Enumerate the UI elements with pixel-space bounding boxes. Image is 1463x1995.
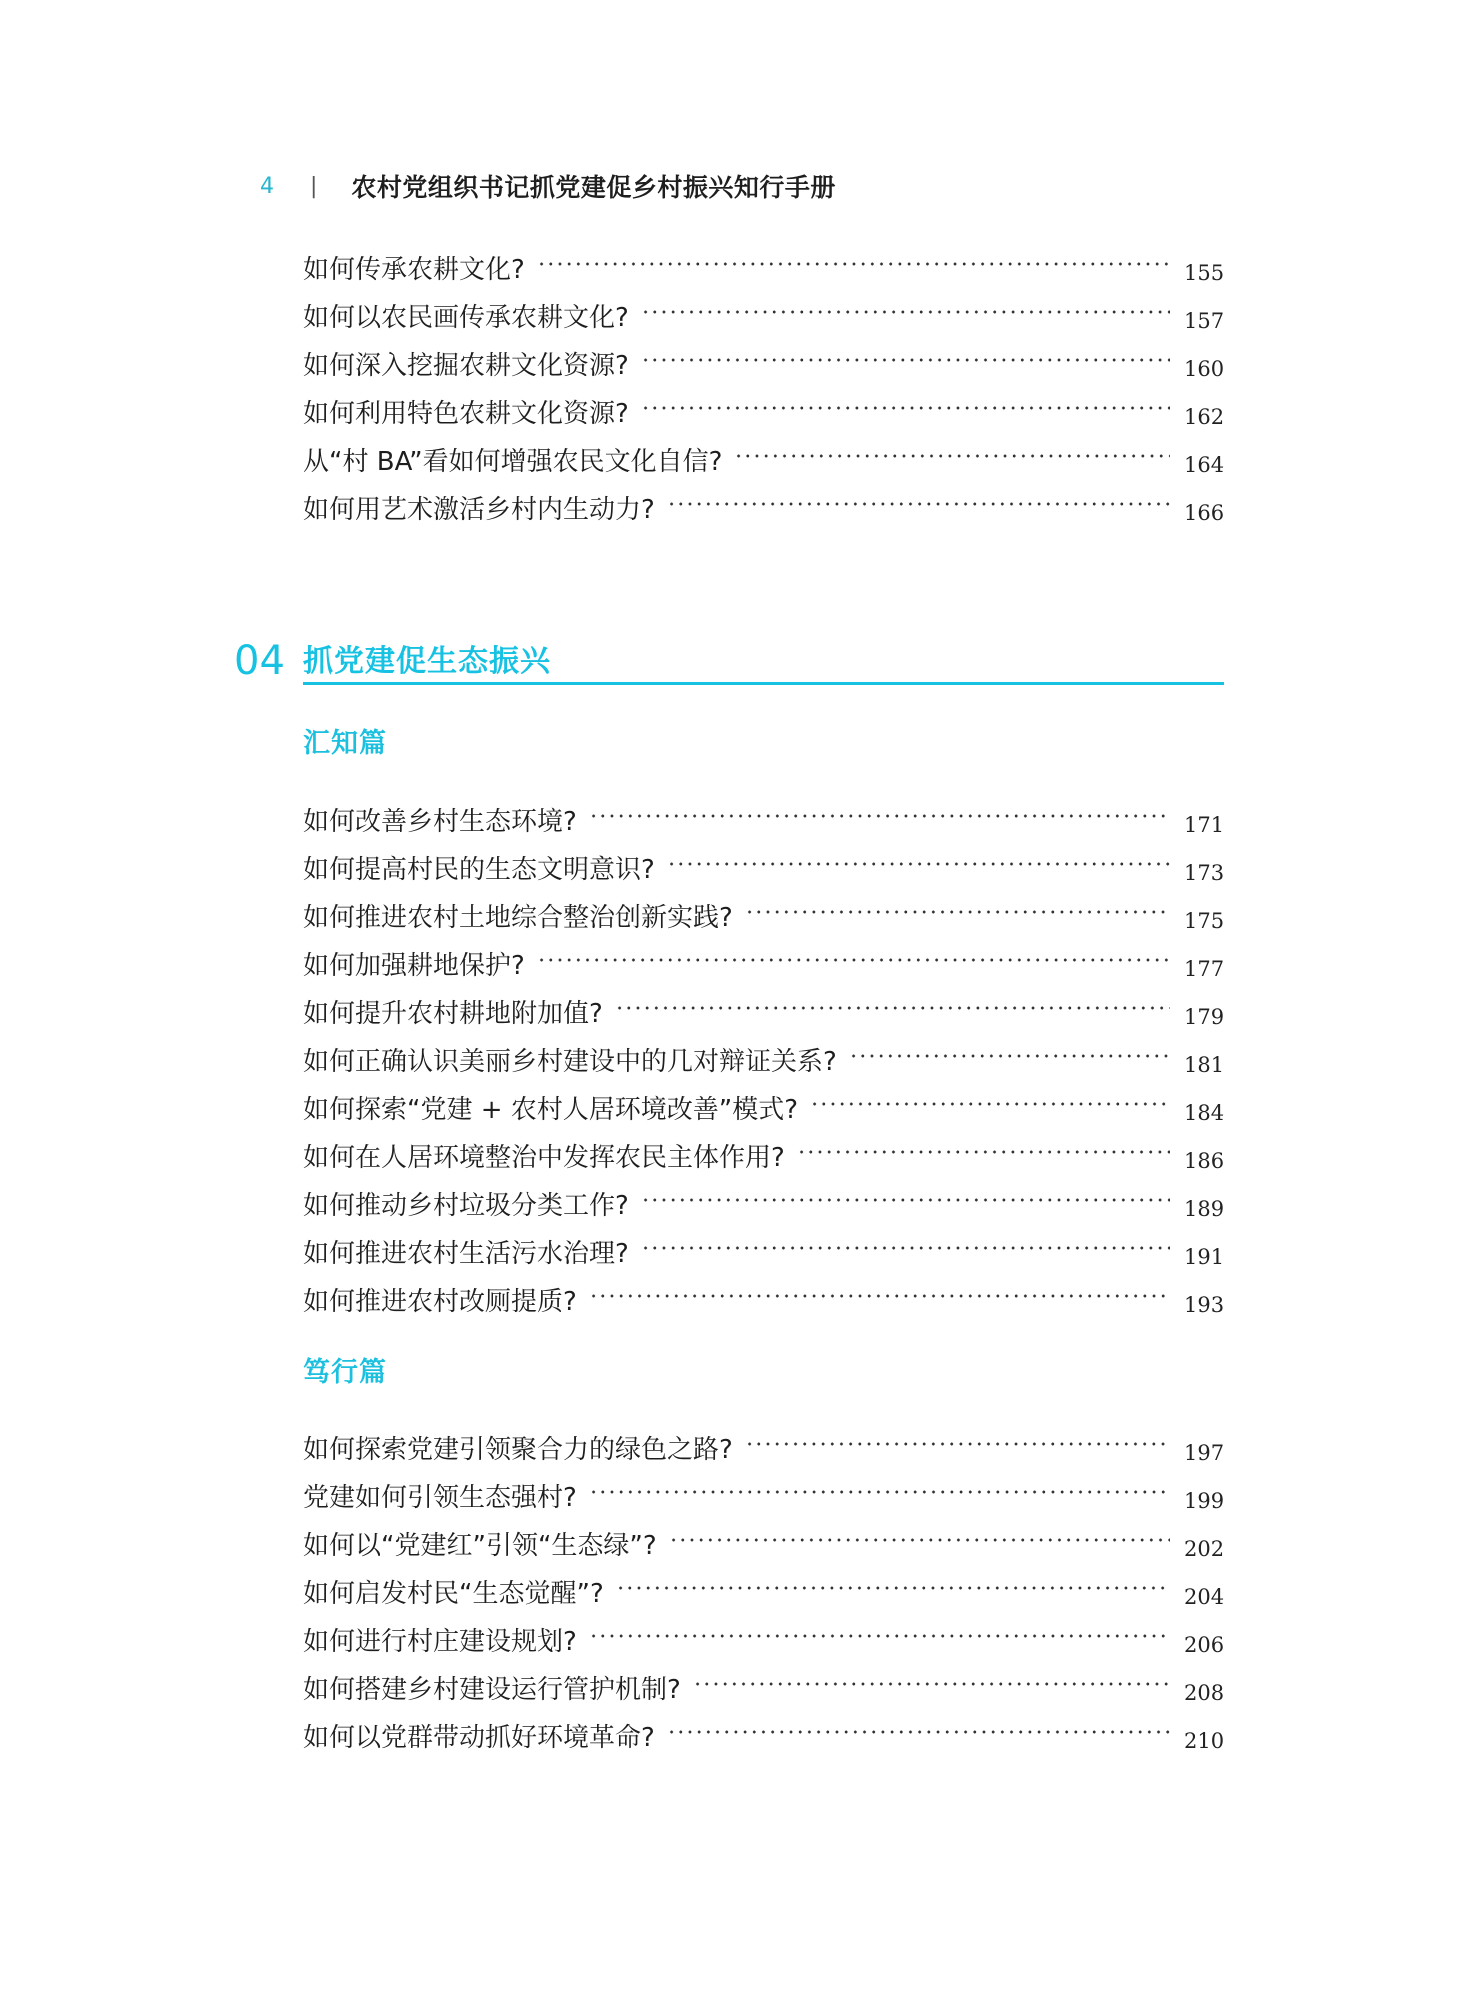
dot-leader <box>589 802 1170 830</box>
dot-leader <box>537 946 1170 974</box>
header-separator: | <box>310 173 318 199</box>
toc-entry[interactable] <box>303 288 1224 336</box>
chapter-heading <box>234 636 1224 686</box>
toc-entry[interactable] <box>303 1128 1224 1176</box>
toc-entry-title: 如何探索“党建 + 农村人居环境改善”模式? <box>303 1095 799 1125</box>
toc-entry[interactable] <box>303 1660 1224 1708</box>
toc-entry-page-number: 181 <box>1184 1053 1225 1077</box>
toc-entry-page-number: 164 <box>1184 453 1225 477</box>
dot-leader <box>797 1138 1170 1166</box>
dot-leader <box>849 1042 1170 1070</box>
toc-list-duxing <box>303 1420 1224 1756</box>
toc-entry[interactable] <box>303 1224 1224 1272</box>
toc-entry[interactable] <box>303 432 1224 480</box>
dot-leader <box>669 1526 1170 1554</box>
toc-entry-page-number: 160 <box>1184 357 1225 381</box>
dot-leader <box>641 1234 1170 1262</box>
toc-entry-title: 如何进行村庄建设规划? <box>303 1627 577 1657</box>
toc-entry-title: 如何在人居环境整治中发挥农民主体作用? <box>303 1143 785 1173</box>
toc-entry-title: 如何探索党建引领聚合力的绿色之路? <box>303 1435 733 1465</box>
toc-entry[interactable] <box>303 1708 1224 1756</box>
section-heading-duxing: 笃行篇 <box>303 1357 387 1388</box>
toc-entry-title: 如何推进农村改厕提质? <box>303 1287 577 1317</box>
toc-entry-title: 如何加强耕地保护? <box>303 951 525 981</box>
toc-entry[interactable] <box>303 1564 1224 1612</box>
toc-entry[interactable] <box>303 1272 1224 1320</box>
toc-entry-title: 从“村 BA”看如何增强农民文化自信? <box>303 447 723 477</box>
toc-entry-page-number: 210 <box>1184 1729 1225 1753</box>
running-header <box>260 166 836 206</box>
toc-entry-page-number: 155 <box>1184 261 1225 285</box>
toc-entry-page-number: 177 <box>1184 957 1225 981</box>
toc-entry[interactable] <box>303 240 1224 288</box>
dot-leader <box>537 250 1170 278</box>
dot-leader <box>589 1282 1170 1310</box>
dot-leader <box>641 394 1170 422</box>
toc-entry-page-number: 162 <box>1184 405 1225 429</box>
toc-entry-page-number: 197 <box>1184 1441 1225 1465</box>
toc-entry-title: 如何以“党建红”引领“生态绿”? <box>303 1531 657 1561</box>
toc-entry-page-number: 189 <box>1184 1197 1225 1221</box>
toc-entry[interactable] <box>303 840 1224 888</box>
dot-leader <box>745 1430 1170 1458</box>
dot-leader <box>641 1186 1170 1214</box>
toc-entry-title: 如何利用特色农耕文化资源? <box>303 399 629 429</box>
toc-entry[interactable] <box>303 384 1224 432</box>
dot-leader <box>745 898 1170 926</box>
book-title: 农村党组织书记抓党建促乡村振兴知行手册 <box>351 173 836 202</box>
chapter-title: 抓党建促生态振兴 <box>303 644 551 679</box>
toc-entry-page-number: 173 <box>1184 861 1225 885</box>
dot-leader <box>810 1090 1170 1118</box>
toc-entry-title: 如何改善乡村生态环境? <box>303 807 577 837</box>
toc-entry-page-number: 202 <box>1184 1537 1225 1561</box>
toc-entry[interactable] <box>303 792 1224 840</box>
dot-leader <box>667 850 1170 878</box>
dot-leader <box>667 490 1170 518</box>
toc-entry-title: 如何以党群带动抓好环境革命? <box>303 1723 655 1753</box>
dot-leader <box>589 1478 1170 1506</box>
toc-entry-title: 如何推动乡村垃圾分类工作? <box>303 1191 629 1221</box>
toc-entry[interactable] <box>303 1032 1224 1080</box>
dot-leader <box>667 1718 1170 1746</box>
toc-entry-page-number: 171 <box>1184 813 1225 837</box>
toc-entry[interactable] <box>303 1420 1224 1468</box>
toc-entry-page-number: 204 <box>1184 1585 1225 1609</box>
toc-entry-title: 如何以农民画传承农耕文化? <box>303 303 629 333</box>
toc-entry[interactable] <box>303 888 1224 936</box>
chapter-number: 04 <box>234 638 285 684</box>
toc-entry-page-number: 206 <box>1184 1633 1225 1657</box>
toc-entry-page-number: 166 <box>1184 501 1225 525</box>
dot-leader <box>734 442 1170 470</box>
dot-leader <box>641 298 1170 326</box>
toc-entry-title: 如何传承农耕文化? <box>303 255 525 285</box>
toc-entry[interactable] <box>303 336 1224 384</box>
toc-entry[interactable] <box>303 984 1224 1032</box>
toc-entry-title: 如何启发村民“生态觉醒”? <box>303 1579 604 1609</box>
dot-leader <box>693 1670 1170 1698</box>
toc-entry-page-number: 184 <box>1184 1101 1225 1125</box>
toc-entry-page-number: 175 <box>1184 909 1225 933</box>
dot-leader <box>641 346 1170 374</box>
dot-leader <box>616 1574 1170 1602</box>
toc-entry-page-number: 199 <box>1184 1489 1225 1513</box>
toc-entry-page-number: 191 <box>1184 1245 1225 1269</box>
dot-leader <box>615 994 1170 1022</box>
toc-entry-title: 如何正确认识美丽乡村建设中的几对辩证关系? <box>303 1047 837 1077</box>
toc-entry[interactable] <box>303 480 1224 528</box>
toc-entry-page-number: 208 <box>1184 1681 1225 1705</box>
toc-entry-page-number: 193 <box>1184 1293 1225 1317</box>
chapter-rule <box>303 682 1224 685</box>
section-heading-huizhi: 汇知篇 <box>303 728 387 759</box>
toc-entry-title: 如何提升农村耕地附加值? <box>303 999 603 1029</box>
toc-entry[interactable] <box>303 1468 1224 1516</box>
toc-entry-page-number: 186 <box>1184 1149 1225 1173</box>
toc-entry-title: 如何搭建乡村建设运行管护机制? <box>303 1675 681 1705</box>
toc-entry-page-number: 157 <box>1184 309 1225 333</box>
toc-list-huizhi <box>303 792 1224 1320</box>
toc-entry-title: 如何用艺术激活乡村内生动力? <box>303 495 655 525</box>
page-number: 4 <box>260 173 274 199</box>
toc-entry-title: 如何提高村民的生态文明意识? <box>303 855 655 885</box>
toc-entry-title: 党建如何引领生态强村? <box>303 1483 577 1513</box>
toc-entry[interactable] <box>303 1612 1224 1660</box>
toc-entry-title: 如何深入挖掘农耕文化资源? <box>303 351 629 381</box>
toc-entry-title: 如何推进农村土地综合整治创新实践? <box>303 903 733 933</box>
toc-entry[interactable] <box>303 1080 1224 1128</box>
toc-entry-page-number: 179 <box>1184 1005 1225 1029</box>
toc-entry[interactable] <box>303 1176 1224 1224</box>
toc-entry[interactable] <box>303 1516 1224 1564</box>
toc-entry-title: 如何推进农村生活污水治理? <box>303 1239 629 1269</box>
toc-list-continued <box>303 240 1224 528</box>
dot-leader <box>589 1622 1170 1650</box>
toc-entry[interactable] <box>303 936 1224 984</box>
